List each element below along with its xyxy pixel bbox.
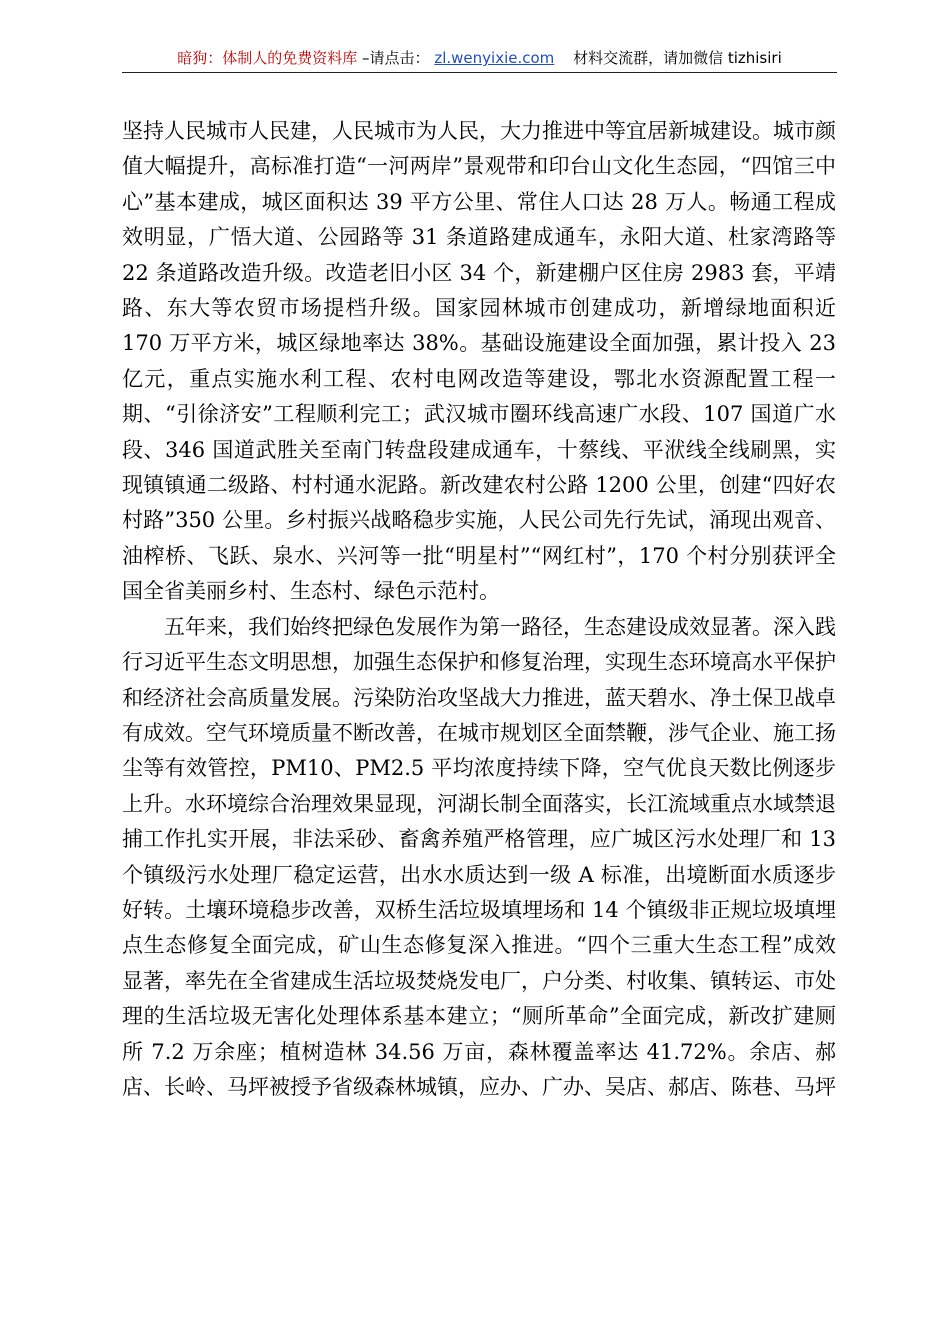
header-link[interactable]: zl.wenyixie.com (434, 49, 555, 67)
paragraph-green-development: 五年来，我们始终把绿色发展作为第一路径，生态建设成效显著。深入践行习近平生态文明思想，加强生态保护和修复治理，实现生态环境高水平保护和经济社会高质量发展。污染防治攻坚战大力推进，蓝天碧水、净土保卫战卓有成效。空气环境质量不断改善，在城市规划区全面禁鞭，涉气企业、施工扬尘等有效管控，PM10、PM2.5 平均浓度持续下降，空气优良天数比例逐步上升。水环境综合治理效果显现，河湖长制全面落实，长江流域重点水域禁退捕工作扎实开展，非法采砂、畜禽养殖严格管理，应广城区污水处理厂和 13 个镇级污水处理厂稳定运营，出水水质达到一级 A 标准，出境断面水质逐步好转。土壤环境稳步改善，双桥生活垃圾填埋场和 14 个镇级非正规垃圾填埋点生态修复全面完成，矿山生态修复深入推进。“四个三重大生态工程”成效显著，率先在全省建成生活垃圾焚烧发电厂，户分类、村收集、镇转运、市处理的生活垃圾无害化处理体系基本建立；“厕所革命”全面完成，新改扩建厕所 7.2 万余座；植树造林 34.56 万亩，森林覆盖率达 41.72%。余店、郝店、长岭、马坪被授予省级森林城镇，应办、广办、吴店、郝店、陈巷、马坪 (122, 614, 836, 1099)
paragraph-urban-construction: 坚持人民城市人民建，人民城市为人民，大力推进中等宜居新城建设。城市颜值大幅提升，高标准打造“一河两岸”景观带和印台山文化生态园，“四馆三中心”基本建成，城区面积达 39 平方公里、常住人口达 28 万人。畅通工程成效明显，广悟大道、公园路等 31 条道路建成通车，永阳大道、杜家湾路等 22 条道路改造升级。改造老旧小区 34 个，新建棚户区住房 2983 套，平靖路、东大等农贸市场提档升级。国家园林城市创建成功，新增绿地面积近 170 万平方米，城区绿地率达 38%。基础设施建设全面加强，累计投入 23 亿元，重点实施水利工程、农村电网改造等建设，鄂北水资源配置工程一期、“引徐济安”工程顺利完工；武汉城市圈环线高速广水段、107 国道广水段、346 国道武胜关至南门转盘段建成通车，十蔡线、平洑线全线刷黑，实现镇镇通二级路、村村通水泥路。新改建农村公路 1200 公里，创建“四好农村路”350 公里。乡村振兴战略稳步实施，人民公司先行先试，涌现出观音、油榨桥、飞跃、泉水、兴河等一批“明星村”“网红村”，170 个村分别获评全国全省美丽乡村、生态村、绿色示范村。 (122, 119, 836, 604)
page-header (122, 44, 837, 73)
header-click-prompt: –请点击： (362, 49, 430, 67)
header-contact: 材料交流群，请加微信 tizhisiri (573, 49, 782, 67)
document-body (122, 114, 836, 1105)
header-brand: 暗狗：体制人的免费资料库 (177, 49, 358, 67)
